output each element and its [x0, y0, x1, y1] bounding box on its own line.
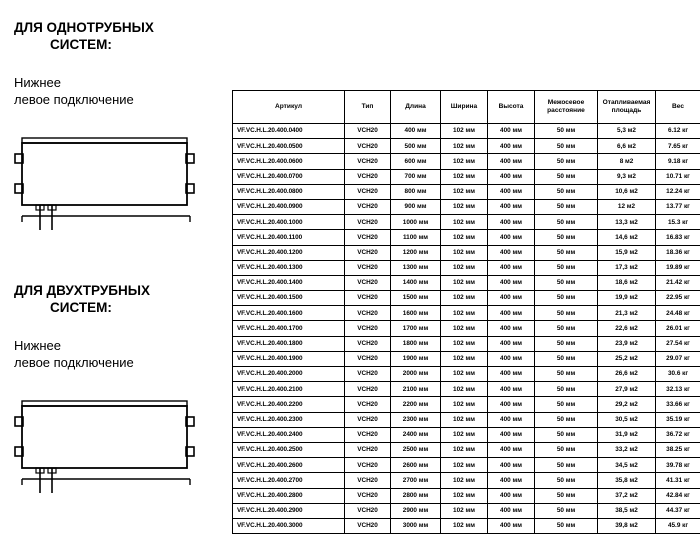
- column-header-axial-distance: Межосевое расстояние: [535, 91, 598, 124]
- cell-heated-area: 25,2 м2: [598, 351, 656, 366]
- cell-heated-area: 27,9 м2: [598, 382, 656, 397]
- cell-heated-area: 17,3 м2: [598, 260, 656, 275]
- section-title-two-pipe-line2: СИСТЕМ:: [50, 300, 112, 315]
- cell-height: 400 мм: [488, 503, 535, 518]
- cell-length: 3000 мм: [391, 518, 441, 533]
- cell-axial-distance: 50 мм: [535, 351, 598, 366]
- cell-article: VF.VC.H.L.20.400.2200: [233, 397, 345, 412]
- cell-article: VF.VC.H.L.20.400.1300: [233, 260, 345, 275]
- section-subtitle-two-pipe: [14, 337, 224, 371]
- cell-length: 2900 мм: [391, 503, 441, 518]
- cell-type: VCH20: [345, 336, 391, 351]
- cell-axial-distance: 50 мм: [535, 245, 598, 260]
- cell-article: VF.VC.H.L.20.400.0900: [233, 199, 345, 214]
- cell-axial-distance: 50 мм: [535, 139, 598, 154]
- cell-height: 400 мм: [488, 488, 535, 503]
- cell-axial-distance: 50 мм: [535, 199, 598, 214]
- cell-height: 400 мм: [488, 306, 535, 321]
- cell-width: 102 мм: [441, 473, 488, 488]
- specification-table-wrapper: [232, 90, 700, 534]
- cell-axial-distance: 50 мм: [535, 184, 598, 199]
- cell-length: 2300 мм: [391, 412, 441, 427]
- cell-type: VCH20: [345, 397, 391, 412]
- cell-length: 2800 мм: [391, 488, 441, 503]
- cell-height: 400 мм: [488, 184, 535, 199]
- table-row: [233, 230, 700, 245]
- cell-type: VCH20: [345, 215, 391, 230]
- section-subtitle-two-pipe-line2: левое подключение: [14, 355, 134, 370]
- cell-width: 102 мм: [441, 503, 488, 518]
- cell-weight: 44.37 кг: [656, 503, 700, 518]
- cell-height: 400 мм: [488, 169, 535, 184]
- cell-heated-area: 38,5 м2: [598, 503, 656, 518]
- cell-type: VCH20: [345, 382, 391, 397]
- cell-article: VF.VC.H.L.20.400.2000: [233, 367, 345, 382]
- cell-heated-area: 29,2 м2: [598, 397, 656, 412]
- cell-type: VCH20: [345, 367, 391, 382]
- table-row: [233, 473, 700, 488]
- cell-article: VF.VC.H.L.20.400.3000: [233, 518, 345, 533]
- cell-height: 400 мм: [488, 367, 535, 382]
- cell-weight: 21.42 кг: [656, 275, 700, 290]
- table-header: [233, 91, 700, 124]
- cell-width: 102 мм: [441, 427, 488, 442]
- cell-article: VF.VC.H.L.20.400.1900: [233, 351, 345, 366]
- column-header-weight: Вес: [656, 91, 700, 124]
- cell-length: 800 мм: [391, 184, 441, 199]
- table-row: [233, 306, 700, 321]
- cell-type: VCH20: [345, 427, 391, 442]
- cell-height: 400 мм: [488, 245, 535, 260]
- table-row: [233, 199, 700, 214]
- cell-length: 2600 мм: [391, 458, 441, 473]
- cell-axial-distance: 50 мм: [535, 291, 598, 306]
- cell-axial-distance: 50 мм: [535, 518, 598, 533]
- table-row: [233, 291, 700, 306]
- cell-weight: 24.48 кг: [656, 306, 700, 321]
- cell-weight: 9.18 кг: [656, 154, 700, 169]
- cell-length: 1000 мм: [391, 215, 441, 230]
- table-row: [233, 351, 700, 366]
- cell-heated-area: 5,3 м2: [598, 124, 656, 139]
- cell-width: 102 мм: [441, 230, 488, 245]
- table-row: [233, 503, 700, 518]
- cell-height: 400 мм: [488, 124, 535, 139]
- cell-heated-area: 9,3 м2: [598, 169, 656, 184]
- cell-axial-distance: 50 мм: [535, 336, 598, 351]
- cell-type: VCH20: [345, 488, 391, 503]
- cell-heated-area: 8 м2: [598, 154, 656, 169]
- cell-article: VF.VC.H.L.20.400.1200: [233, 245, 345, 260]
- section-title-single-pipe: [14, 19, 224, 53]
- table-row: [233, 215, 700, 230]
- cell-heated-area: 33,2 м2: [598, 442, 656, 457]
- cell-width: 102 мм: [441, 154, 488, 169]
- cell-length: 700 мм: [391, 169, 441, 184]
- cell-type: VCH20: [345, 291, 391, 306]
- cell-heated-area: 19,9 м2: [598, 291, 656, 306]
- table-row: [233, 184, 700, 199]
- cell-axial-distance: 50 мм: [535, 321, 598, 336]
- cell-height: 400 мм: [488, 427, 535, 442]
- cell-weight: 32.13 кг: [656, 382, 700, 397]
- cell-weight: 26.01 кг: [656, 321, 700, 336]
- cell-axial-distance: 50 мм: [535, 458, 598, 473]
- radiator-diagram-single-pipe: [14, 130, 214, 238]
- cell-width: 102 мм: [441, 215, 488, 230]
- cell-height: 400 мм: [488, 230, 535, 245]
- cell-length: 1500 мм: [391, 291, 441, 306]
- cell-axial-distance: 50 мм: [535, 412, 598, 427]
- cell-type: VCH20: [345, 351, 391, 366]
- cell-length: 1900 мм: [391, 351, 441, 366]
- cell-type: VCH20: [345, 442, 391, 457]
- cell-width: 102 мм: [441, 518, 488, 533]
- radiator-diagram-two-pipe: [14, 393, 214, 501]
- cell-axial-distance: 50 мм: [535, 442, 598, 457]
- cell-length: 2400 мм: [391, 427, 441, 442]
- cell-length: 2700 мм: [391, 473, 441, 488]
- cell-weight: 27.54 кг: [656, 336, 700, 351]
- cell-axial-distance: 50 мм: [535, 306, 598, 321]
- cell-type: VCH20: [345, 139, 391, 154]
- cell-height: 400 мм: [488, 351, 535, 366]
- cell-type: VCH20: [345, 260, 391, 275]
- section-title-single-pipe-line2: СИСТЕМ:: [50, 37, 112, 52]
- cell-weight: 42.84 кг: [656, 488, 700, 503]
- cell-axial-distance: 50 мм: [535, 215, 598, 230]
- cell-axial-distance: 50 мм: [535, 169, 598, 184]
- cell-weight: 10.71 кг: [656, 169, 700, 184]
- column-header-article: Артикул: [233, 91, 345, 124]
- cell-weight: 6.12 кг: [656, 124, 700, 139]
- cell-article: VF.VC.H.L.20.400.2600: [233, 458, 345, 473]
- cell-axial-distance: 50 мм: [535, 488, 598, 503]
- cell-article: VF.VC.H.L.20.400.2800: [233, 488, 345, 503]
- cell-height: 400 мм: [488, 199, 535, 214]
- table-row: [233, 518, 700, 533]
- cell-article: VF.VC.H.L.20.400.0600: [233, 154, 345, 169]
- cell-length: 1800 мм: [391, 336, 441, 351]
- cell-type: VCH20: [345, 518, 391, 533]
- cell-type: VCH20: [345, 169, 391, 184]
- cell-heated-area: 15,9 м2: [598, 245, 656, 260]
- cell-axial-distance: 50 мм: [535, 154, 598, 169]
- cell-height: 400 мм: [488, 215, 535, 230]
- cell-width: 102 мм: [441, 351, 488, 366]
- cell-height: 400 мм: [488, 321, 535, 336]
- cell-type: VCH20: [345, 154, 391, 169]
- cell-weight: 39.78 кг: [656, 458, 700, 473]
- cell-axial-distance: 50 мм: [535, 230, 598, 245]
- cell-weight: 13.77 кг: [656, 199, 700, 214]
- cell-height: 400 мм: [488, 458, 535, 473]
- cell-length: 1700 мм: [391, 321, 441, 336]
- column-header-width: Ширина: [441, 91, 488, 124]
- cell-article: VF.VC.H.L.20.400.2100: [233, 382, 345, 397]
- cell-type: VCH20: [345, 306, 391, 321]
- section-subtitle-single-pipe: [14, 74, 224, 108]
- cell-width: 102 мм: [441, 382, 488, 397]
- cell-width: 102 мм: [441, 458, 488, 473]
- cell-article: VF.VC.H.L.20.400.1700: [233, 321, 345, 336]
- cell-width: 102 мм: [441, 488, 488, 503]
- table-row: [233, 260, 700, 275]
- cell-height: 400 мм: [488, 397, 535, 412]
- cell-width: 102 мм: [441, 124, 488, 139]
- cell-length: 400 мм: [391, 124, 441, 139]
- cell-width: 102 мм: [441, 291, 488, 306]
- cell-article: VF.VC.H.L.20.400.1800: [233, 336, 345, 351]
- cell-type: VCH20: [345, 503, 391, 518]
- cell-width: 102 мм: [441, 184, 488, 199]
- cell-type: VCH20: [345, 412, 391, 427]
- cell-height: 400 мм: [488, 442, 535, 457]
- cell-weight: 7.65 кг: [656, 139, 700, 154]
- cell-axial-distance: 50 мм: [535, 275, 598, 290]
- table-row: [233, 427, 700, 442]
- table-row: [233, 336, 700, 351]
- cell-heated-area: 21,3 м2: [598, 306, 656, 321]
- cell-axial-distance: 50 мм: [535, 124, 598, 139]
- cell-axial-distance: 50 мм: [535, 427, 598, 442]
- cell-height: 400 мм: [488, 412, 535, 427]
- cell-article: VF.VC.H.L.20.400.2400: [233, 427, 345, 442]
- cell-heated-area: 26,6 м2: [598, 367, 656, 382]
- cell-type: VCH20: [345, 321, 391, 336]
- cell-width: 102 мм: [441, 139, 488, 154]
- cell-article: VF.VC.H.L.20.400.0400: [233, 124, 345, 139]
- table-body: [233, 124, 700, 534]
- section-title-two-pipe-line1: ДЛЯ ДВУХТРУБНЫХ: [14, 283, 150, 298]
- table-row: [233, 412, 700, 427]
- cell-heated-area: 23,9 м2: [598, 336, 656, 351]
- cell-heated-area: 37,2 м2: [598, 488, 656, 503]
- cell-height: 400 мм: [488, 336, 535, 351]
- cell-type: VCH20: [345, 245, 391, 260]
- cell-length: 1300 мм: [391, 260, 441, 275]
- cell-width: 102 мм: [441, 260, 488, 275]
- cell-length: 1600 мм: [391, 306, 441, 321]
- cell-axial-distance: 50 мм: [535, 382, 598, 397]
- cell-width: 102 мм: [441, 397, 488, 412]
- cell-article: VF.VC.H.L.20.400.0500: [233, 139, 345, 154]
- section-title-single-pipe-line1: ДЛЯ ОДНОТРУБНЫХ: [14, 20, 154, 35]
- cell-article: VF.VC.H.L.20.400.0700: [233, 169, 345, 184]
- cell-article: VF.VC.H.L.20.400.2900: [233, 503, 345, 518]
- cell-heated-area: 31,9 м2: [598, 427, 656, 442]
- table-row: [233, 245, 700, 260]
- cell-height: 400 мм: [488, 139, 535, 154]
- cell-length: 2100 мм: [391, 382, 441, 397]
- cell-height: 400 мм: [488, 291, 535, 306]
- cell-heated-area: 18,6 м2: [598, 275, 656, 290]
- cell-heated-area: 10,6 м2: [598, 184, 656, 199]
- cell-weight: 19.89 кг: [656, 260, 700, 275]
- cell-width: 102 мм: [441, 199, 488, 214]
- cell-heated-area: 39,8 м2: [598, 518, 656, 533]
- table-row: [233, 382, 700, 397]
- cell-width: 102 мм: [441, 336, 488, 351]
- cell-type: VCH20: [345, 184, 391, 199]
- table-row: [233, 367, 700, 382]
- cell-height: 400 мм: [488, 382, 535, 397]
- table-row: [233, 154, 700, 169]
- cell-weight: 15.3 кг: [656, 215, 700, 230]
- cell-type: VCH20: [345, 230, 391, 245]
- cell-type: VCH20: [345, 199, 391, 214]
- cell-axial-distance: 50 мм: [535, 260, 598, 275]
- cell-type: VCH20: [345, 473, 391, 488]
- cell-article: VF.VC.H.L.20.400.1400: [233, 275, 345, 290]
- cell-weight: 38.25 кг: [656, 442, 700, 457]
- cell-type: VCH20: [345, 275, 391, 290]
- cell-weight: 33.66 кг: [656, 397, 700, 412]
- cell-length: 900 мм: [391, 199, 441, 214]
- cell-height: 400 мм: [488, 260, 535, 275]
- table-row: [233, 458, 700, 473]
- cell-width: 102 мм: [441, 367, 488, 382]
- cell-type: VCH20: [345, 458, 391, 473]
- cell-length: 1200 мм: [391, 245, 441, 260]
- table-row: [233, 139, 700, 154]
- cell-heated-area: 12 м2: [598, 199, 656, 214]
- cell-width: 102 мм: [441, 306, 488, 321]
- cell-axial-distance: 50 мм: [535, 367, 598, 382]
- cell-weight: 16.83 кг: [656, 230, 700, 245]
- cell-heated-area: 13,3 м2: [598, 215, 656, 230]
- cell-article: VF.VC.H.L.20.400.0800: [233, 184, 345, 199]
- section-subtitle-single-pipe-line2: левое подключение: [14, 92, 134, 107]
- section-title-two-pipe: [14, 282, 224, 316]
- cell-article: VF.VC.H.L.20.400.1100: [233, 230, 345, 245]
- cell-weight: 30.6 кг: [656, 367, 700, 382]
- cell-article: VF.VC.H.L.20.400.2500: [233, 442, 345, 457]
- table-row: [233, 124, 700, 139]
- column-header-height: Высота: [488, 91, 535, 124]
- cell-article: VF.VC.H.L.20.400.2300: [233, 412, 345, 427]
- column-header-length: Длина: [391, 91, 441, 124]
- cell-axial-distance: 50 мм: [535, 473, 598, 488]
- column-header-heated-area: Отапливаемая площадь: [598, 91, 656, 124]
- table-row: [233, 169, 700, 184]
- table-row: [233, 397, 700, 412]
- cell-weight: 35.19 кг: [656, 412, 700, 427]
- cell-height: 400 мм: [488, 473, 535, 488]
- cell-length: 2200 мм: [391, 397, 441, 412]
- cell-axial-distance: 50 мм: [535, 503, 598, 518]
- cell-length: 2500 мм: [391, 442, 441, 457]
- cell-width: 102 мм: [441, 412, 488, 427]
- cell-heated-area: 35,8 м2: [598, 473, 656, 488]
- specification-table: [232, 90, 700, 534]
- cell-article: VF.VC.H.L.20.400.1600: [233, 306, 345, 321]
- cell-weight: 22.95 кг: [656, 291, 700, 306]
- cell-heated-area: 14,6 м2: [598, 230, 656, 245]
- cell-length: 2000 мм: [391, 367, 441, 382]
- cell-heated-area: 6,6 м2: [598, 139, 656, 154]
- section-subtitle-two-pipe-line1: Нижнее: [14, 338, 61, 353]
- cell-heated-area: 34,5 м2: [598, 458, 656, 473]
- cell-width: 102 мм: [441, 245, 488, 260]
- cell-length: 500 мм: [391, 139, 441, 154]
- cell-article: VF.VC.H.L.20.400.2700: [233, 473, 345, 488]
- cell-width: 102 мм: [441, 442, 488, 457]
- left-illustration-column: [0, 0, 232, 535]
- cell-length: 1400 мм: [391, 275, 441, 290]
- cell-weight: 29.07 кг: [656, 351, 700, 366]
- table-row: [233, 275, 700, 290]
- cell-type: VCH20: [345, 124, 391, 139]
- cell-width: 102 мм: [441, 321, 488, 336]
- table-header-row: [233, 91, 700, 124]
- cell-weight: 12.24 кг: [656, 184, 700, 199]
- cell-article: VF.VC.H.L.20.400.1500: [233, 291, 345, 306]
- cell-width: 102 мм: [441, 169, 488, 184]
- cell-height: 400 мм: [488, 518, 535, 533]
- table-row: [233, 442, 700, 457]
- cell-heated-area: 22,6 м2: [598, 321, 656, 336]
- cell-height: 400 мм: [488, 154, 535, 169]
- table-row: [233, 321, 700, 336]
- cell-article: VF.VC.H.L.20.400.1000: [233, 215, 345, 230]
- cell-width: 102 мм: [441, 275, 488, 290]
- cell-length: 1100 мм: [391, 230, 441, 245]
- cell-axial-distance: 50 мм: [535, 397, 598, 412]
- table-row: [233, 488, 700, 503]
- cell-weight: 45.9 кг: [656, 518, 700, 533]
- cell-length: 600 мм: [391, 154, 441, 169]
- cell-height: 400 мм: [488, 275, 535, 290]
- cell-weight: 36.72 кг: [656, 427, 700, 442]
- column-header-type: Тип: [345, 91, 391, 124]
- cell-heated-area: 30,5 м2: [598, 412, 656, 427]
- cell-weight: 18.36 кг: [656, 245, 700, 260]
- cell-weight: 41.31 кг: [656, 473, 700, 488]
- section-subtitle-single-pipe-line1: Нижнее: [14, 75, 61, 90]
